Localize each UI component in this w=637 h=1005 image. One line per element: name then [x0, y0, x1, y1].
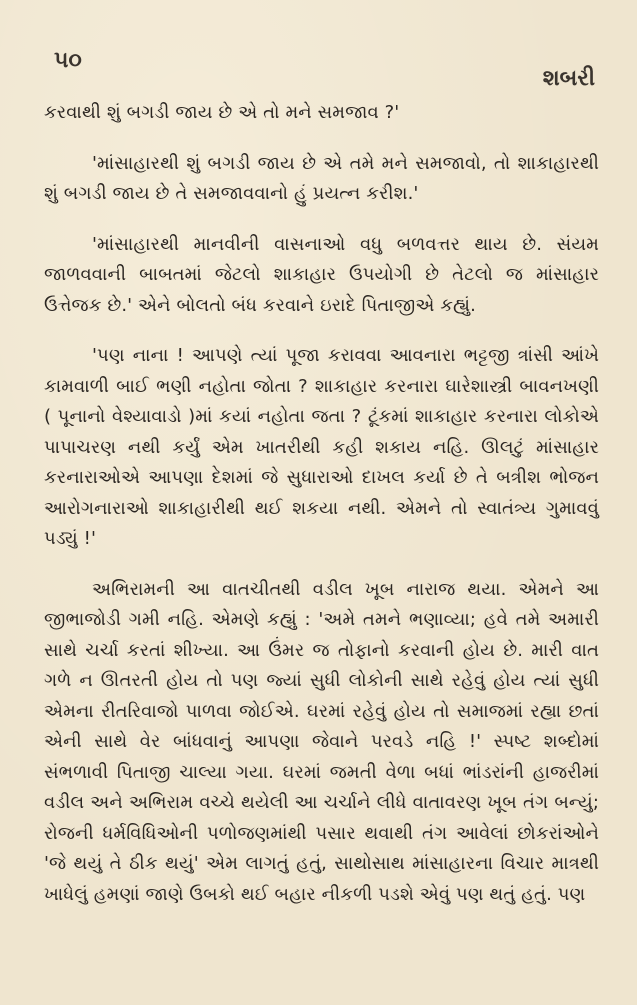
paragraph: કરવાથી શું બગડી જાય છે એ તો મને સમજાવ ?' [44, 102, 400, 123]
paragraph: 'માંસાહારથી માનવીની વાસનાઓ વધુ બળવત્તર થાય છે. સંયમ જાળવવાની બાબતમાં જેટલો શાકાહાર ઉપયોગી છે તેટલો જ માંસાહાર ઉત્તેજક છે.' એને બોલતો બંધ કરવાને ઇરાદે પિતાજીએ કહ્યું. [44, 233, 599, 316]
page-header [44, 44, 599, 92]
page-number: ૫૦ [54, 48, 82, 73]
running-title: શબરી [542, 66, 595, 91]
paragraph: 'પણ નાના ! આપણે ત્યાં પૂજા કરાવવા આવનારા ભટ્ટજી ત્રાંસી આંખે કામવાળી બાઈ ભણી નહોતા જોતા ? શાકાહાર કરનારા ઘારેશાસ્ત્રી બાવનખણી ( પૂનાનો વેશ્યાવાડો )માં કયાં નહોતા જતા ? ટૂંકમાં શાકાહાર કરનારા લોકોએ પાપાચરણ નથી કર્યું એમ ખાતરીથી કહી શકાય નહિ. ઊલટું માંસાહાર કરનારાઓએ આપણા દેશમાં જે સુધારાઓ દાખલ કર્યા છે તે બત્રીશ ભોજન આરોગનારાઓ શાકાહારીથી થઈ શકયા નથી. એમને તો સ્વાતંત્ર્ય ગુમાવવું પડ્યું !' [44, 345, 599, 549]
paragraph: અભિરામની આ વાતચીતથી વડીલ ખૂબ નારાજ થયા. એમને આ જીભાજોડી ગમી નહિ. એમણે કહ્યું : 'અમે તમને ભણાવ્યા; હવે તમે અમારી સાથે ચર્ચા કરતાં શીખ્યા. આ ઉંમર જ તોફાનો કરવાની હોય છે. મારી વાત ગળે ન ઊતરતી હોય તો પણ જ્યાં સુધી લોકોની સાથે રહેવું હોય ત્યાં સુધી એમના રીતરિવાજો પાળવા જોઈએ. ઘરમાં રહેવું હોય તો સમાજમાં રહ્યા છતાં એની સાથે વેર બાંધવાનું આપણા જેવાને પરવડે નહિ !' સ્પષ્ટ શબ્દોમાં સંભળાવી પિતાજી ચાલ્યા ગયા. ઘરમાં જમતી વેળા બધાં ભાંડરાંની હાજરીમાં વડીલ અને અભિરામ વચ્ચે થયેલી આ ચર્ચાને લીધે વાતાવરણ ખૂબ તંગ બન્યું; રોજની ધર્મવિધિઓની પળોજણમાંથી પસાર થવાથી તંગ આવેલાં છોકરાંઓને 'જે થયું તે ઠીક થયું' એમ લાગતું હતું, સાથોસાથ માંસાહારના વિચાર માત્રથી ખાધેલું હમણાં જાણે ઉબકો થઈ બહાર નીકળી પડશે એવું પણ થતું હતું. પણ [44, 578, 599, 905]
paragraph: 'માંસાહારથી શું બગડી જાય છે એ તમે મને સમજાવો, તો શાકાહારથી શું બગડી જાય છે તે સમજાવવાનો હું પ્રયત્ન કરીશ.' [44, 152, 599, 204]
body-text [44, 98, 599, 910]
